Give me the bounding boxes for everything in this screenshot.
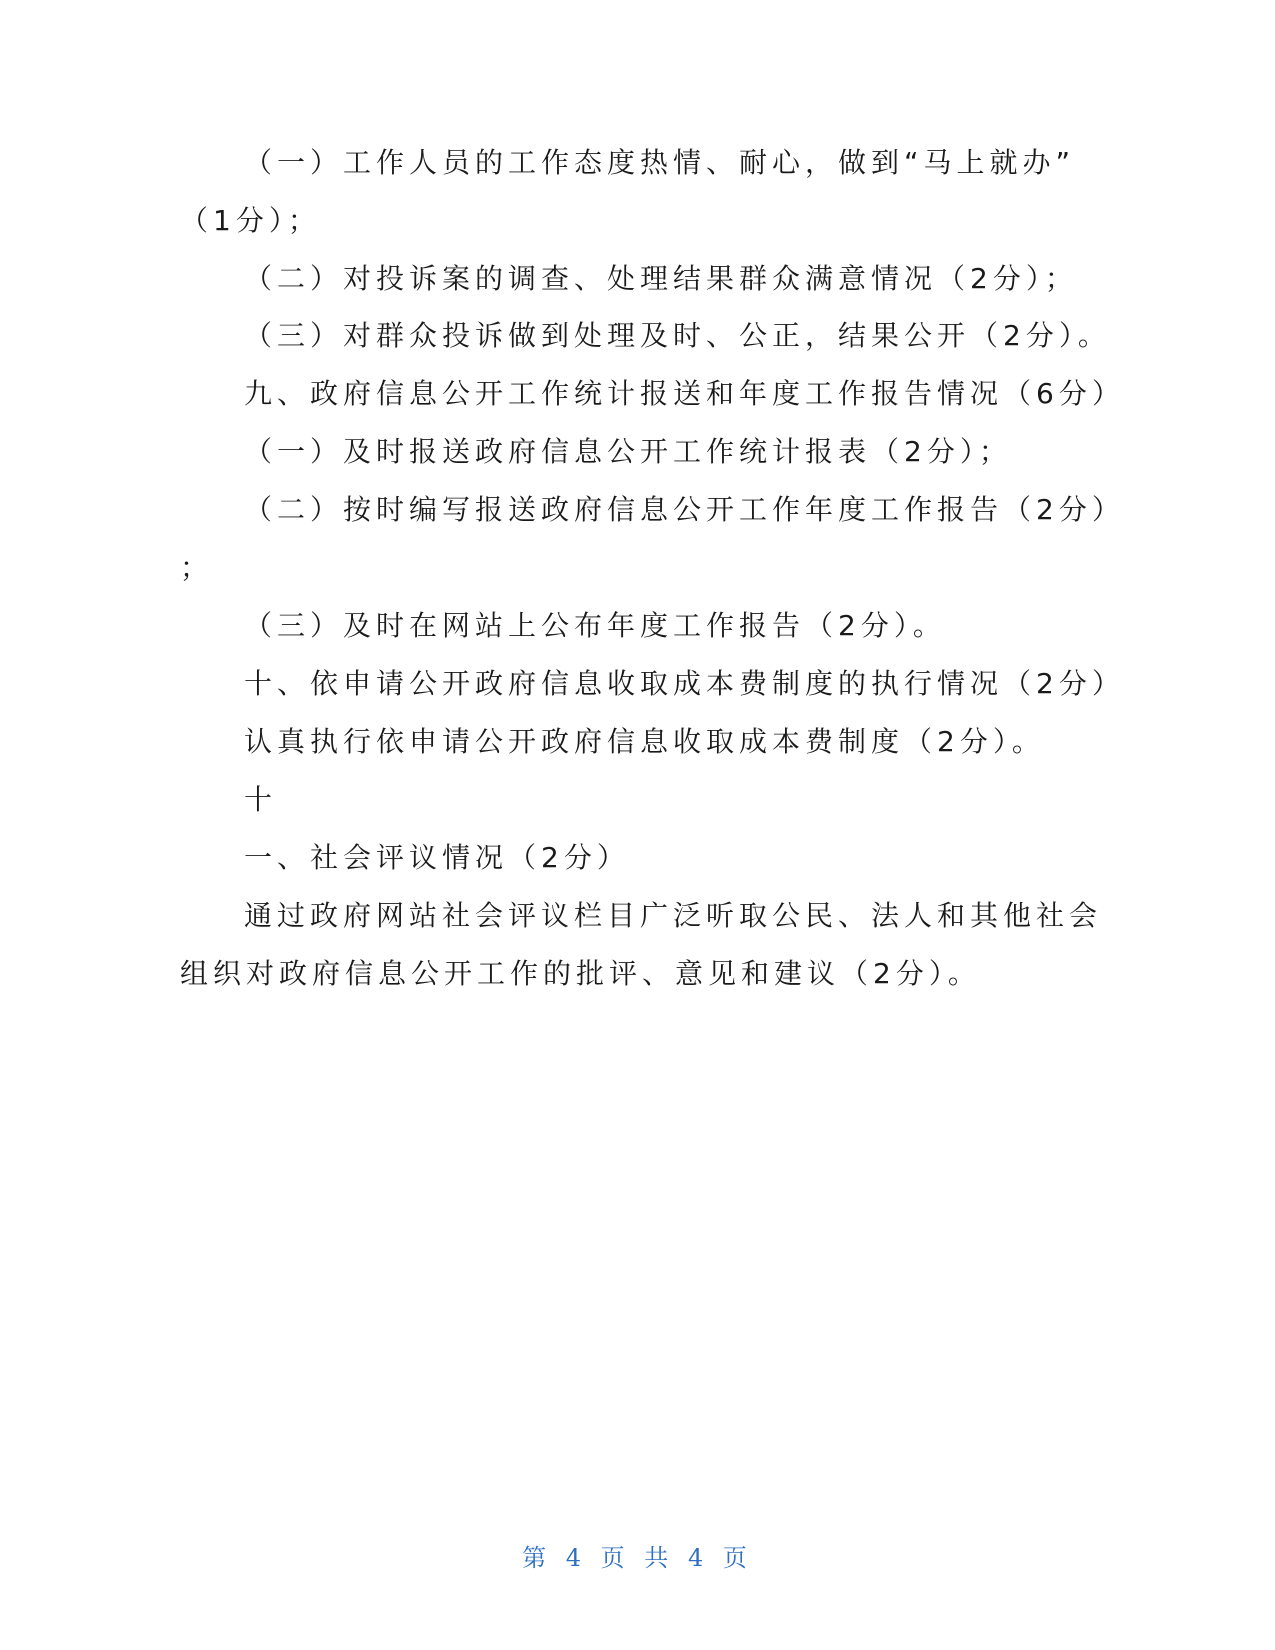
section-11-heading: 一、社会评议情况（2分） — [244, 841, 630, 874]
clause-9b-2-line1: （二）按时编写报送政府信息公开工作年度工作报告（2分） — [244, 493, 1125, 526]
clause-9b-1: （一）及时报送政府信息公开工作统计报表（2分）； — [244, 435, 1012, 468]
clause-9b-2-line2: ； — [180, 551, 214, 584]
clause-10-body: 认真执行依申请公开政府信息收取成本费制度（2分）。 — [244, 725, 1045, 758]
page-number-footer: 第 4 页 共 4 页 — [522, 1544, 753, 1572]
clause-9-1-line2: （1分）； — [180, 204, 321, 237]
section-11-number: 十 — [244, 783, 278, 816]
clause-9b-3: （三）及时在网站上公布年度工作报告（2分）。 — [244, 609, 946, 642]
clause-9-3: （三）对群众投诉做到处理及时、公正，结果公开（2分）。 — [244, 319, 1111, 352]
clause-9-1-line1: （一）工作人员的工作态度热情、耐心，做到“马上就办” — [244, 146, 1076, 179]
clause-9-2: （二）对投诉案的调查、处理结果群众满意情况（2分）； — [244, 262, 1078, 295]
clause-11-body-line1: 通过政府网站社会评议栏目广泛听取公民、法人和其他社会 — [244, 899, 1103, 932]
section-9-heading: 九、政府信息公开工作统计报送和年度工作报告情况（6分） — [244, 377, 1125, 410]
section-10-heading: 十、依申请公开政府信息收取成本费制度的执行情况（2分） — [244, 667, 1125, 700]
clause-11-body-line2: 组织对政府信息公开工作的批评、意见和建议（2分）。 — [180, 957, 981, 990]
